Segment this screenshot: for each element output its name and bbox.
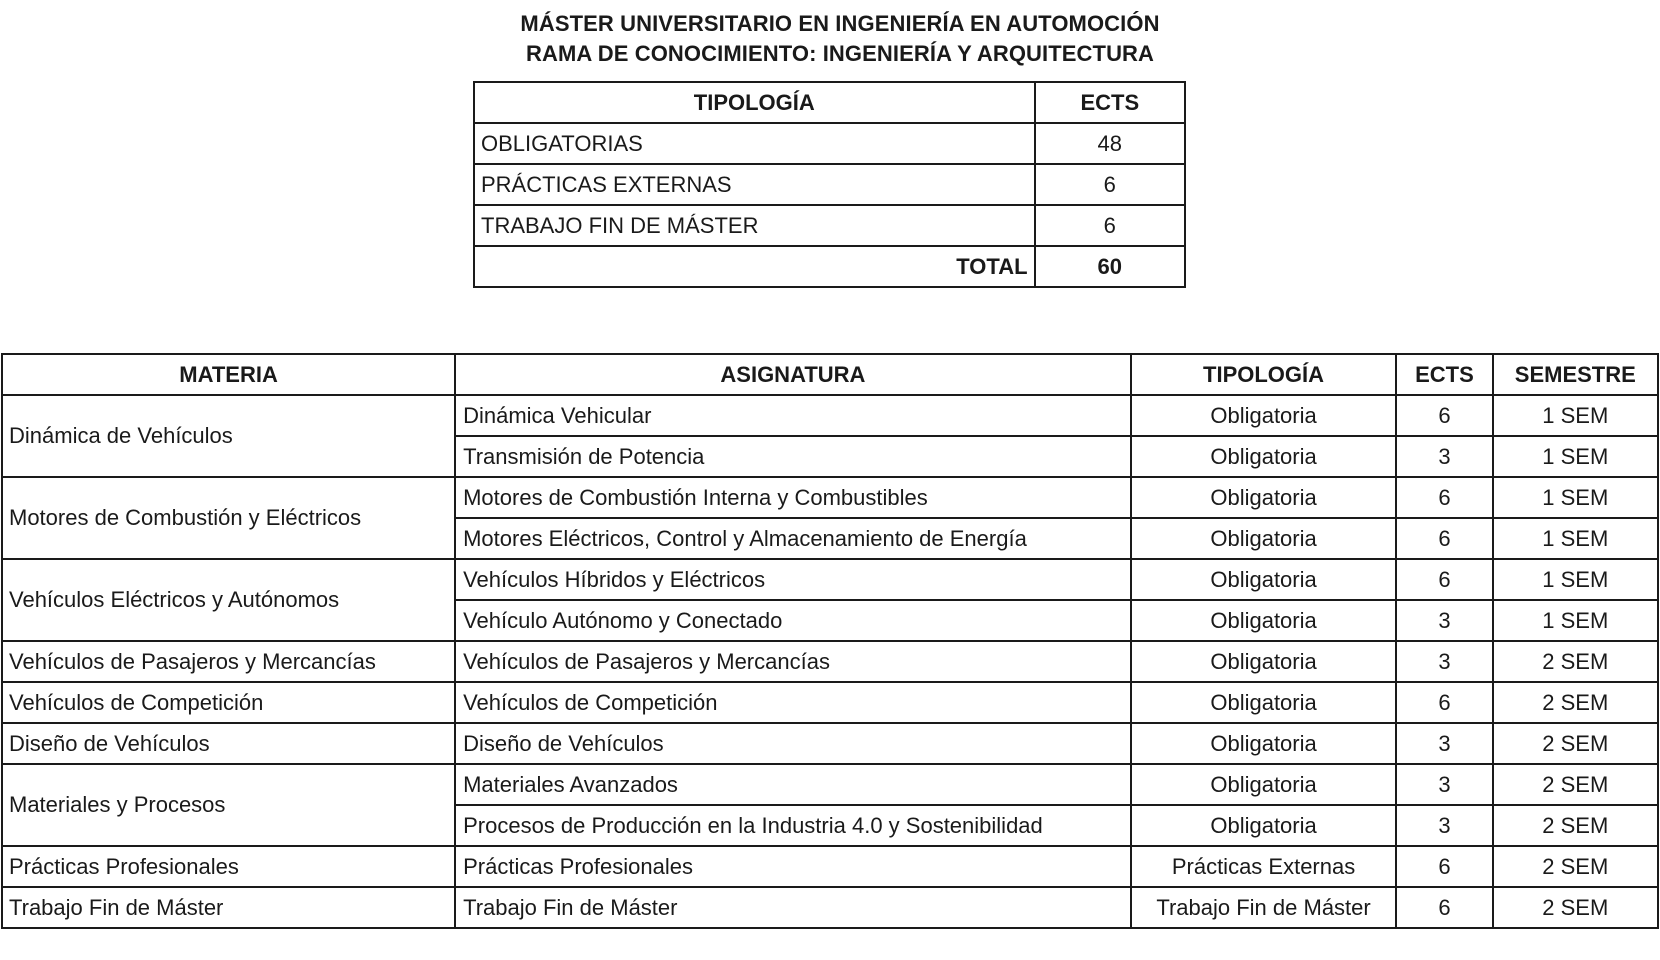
semestre-cell: 2 SEM <box>1493 764 1658 805</box>
materia-cell: Diseño de Vehículos <box>2 723 455 764</box>
asignatura-cell: Vehículos de Competición <box>455 682 1131 723</box>
header-materia: MATERIA <box>2 354 455 395</box>
table-row <box>2 764 1658 805</box>
asignatura-cell: Vehículo Autónomo y Conectado <box>455 600 1131 641</box>
semestre-cell: 2 SEM <box>1493 887 1658 928</box>
header-semestre: SEMESTRE <box>1493 354 1658 395</box>
materia-cell: Vehículos de Pasajeros y Mercancías <box>2 641 455 682</box>
summary-ects: 6 <box>1035 164 1185 205</box>
asignatura-cell: Vehículos de Pasajeros y Mercancías <box>455 641 1131 682</box>
materia-cell: Dinámica de Vehículos <box>2 395 455 477</box>
table-row <box>2 846 1658 887</box>
summary-total-label: TOTAL <box>474 246 1035 287</box>
semestre-cell: 1 SEM <box>1493 477 1658 518</box>
ects-cell: 6 <box>1396 395 1492 436</box>
summary-header-ects: ECTS <box>1035 82 1185 123</box>
materia-cell: Materiales y Procesos <box>2 764 455 846</box>
subjects-table <box>1 353 1659 929</box>
materia-cell: Vehículos de Competición <box>2 682 455 723</box>
tipologia-cell: Obligatoria <box>1131 477 1397 518</box>
summary-header-tipologia: TIPOLOGÍA <box>474 82 1035 123</box>
semestre-cell: 2 SEM <box>1493 723 1658 764</box>
asignatura-cell: Motores de Combustión Interna y Combustibles <box>455 477 1131 518</box>
ects-cell: 3 <box>1396 600 1492 641</box>
semestre-cell: 1 SEM <box>1493 395 1658 436</box>
ects-cell: 6 <box>1396 846 1492 887</box>
ects-cell: 3 <box>1396 436 1492 477</box>
ects-cell: 6 <box>1396 887 1492 928</box>
asignatura-cell: Vehículos Híbridos y Eléctricos <box>455 559 1131 600</box>
page-title: MÁSTER UNIVERSITARIO EN INGENIERÍA EN AUTOMOCIÓN <box>520 11 1160 36</box>
asignatura-cell: Transmisión de Potencia <box>455 436 1131 477</box>
asignatura-cell: Diseño de Vehículos <box>455 723 1131 764</box>
table-row <box>2 641 1658 682</box>
asignatura-cell: Procesos de Producción en la Industria 4.0 y Sostenibilidad <box>455 805 1131 846</box>
table-row <box>2 559 1658 600</box>
tipologia-cell: Trabajo Fin de Máster <box>1131 887 1397 928</box>
tipologia-cell: Obligatoria <box>1131 723 1397 764</box>
tipologia-cell: Obligatoria <box>1131 518 1397 559</box>
semestre-cell: 1 SEM <box>1493 600 1658 641</box>
summary-row <box>474 205 1185 246</box>
tipologia-cell: Obligatoria <box>1131 805 1397 846</box>
semestre-cell: 1 SEM <box>1493 559 1658 600</box>
summary-row <box>474 123 1185 164</box>
tipologia-cell: Obligatoria <box>1131 682 1397 723</box>
ects-cell: 6 <box>1396 559 1492 600</box>
semestre-cell: 2 SEM <box>1493 641 1658 682</box>
semestre-cell: 1 SEM <box>1493 518 1658 559</box>
ects-cell: 3 <box>1396 723 1492 764</box>
materia-cell: Trabajo Fin de Máster <box>2 887 455 928</box>
asignatura-cell: Trabajo Fin de Máster <box>455 887 1131 928</box>
ects-cell: 6 <box>1396 518 1492 559</box>
semestre-cell: 2 SEM <box>1493 805 1658 846</box>
summary-table <box>473 81 1186 288</box>
asignatura-cell: Prácticas Profesionales <box>455 846 1131 887</box>
summary-tipologia: OBLIGATORIAS <box>474 123 1035 164</box>
summary-body <box>474 123 1185 287</box>
tipologia-cell: Obligatoria <box>1131 600 1397 641</box>
table-row <box>2 477 1658 518</box>
summary-row <box>474 164 1185 205</box>
subjects-header-row <box>2 354 1658 395</box>
asignatura-cell: Materiales Avanzados <box>455 764 1131 805</box>
ects-cell: 3 <box>1396 764 1492 805</box>
summary-header-row <box>474 82 1185 123</box>
materia-cell: Vehículos Eléctricos y Autónomos <box>2 559 455 641</box>
summary-total-row <box>474 246 1185 287</box>
materia-cell: Motores de Combustión y Eléctricos <box>2 477 455 559</box>
table-row <box>2 682 1658 723</box>
tipologia-cell: Obligatoria <box>1131 395 1397 436</box>
header-asignatura: ASIGNATURA <box>455 354 1131 395</box>
asignatura-cell: Dinámica Vehicular <box>455 395 1131 436</box>
tipologia-cell: Obligatoria <box>1131 436 1397 477</box>
summary-tipologia: PRÁCTICAS EXTERNAS <box>474 164 1035 205</box>
page-subtitle: RAMA DE CONOCIMIENTO: INGENIERÍA Y ARQUITECTURA <box>525 41 1155 66</box>
tipologia-cell: Prácticas Externas <box>1131 846 1397 887</box>
summary-ects: 6 <box>1035 205 1185 246</box>
ects-cell: 6 <box>1396 477 1492 518</box>
ects-cell: 3 <box>1396 805 1492 846</box>
table-row <box>2 887 1658 928</box>
header-ects: ECTS <box>1396 354 1492 395</box>
ects-cell: 6 <box>1396 682 1492 723</box>
summary-total-ects: 60 <box>1035 246 1185 287</box>
semestre-cell: 1 SEM <box>1493 436 1658 477</box>
ects-cell: 3 <box>1396 641 1492 682</box>
table-row <box>2 723 1658 764</box>
header-tipologia: TIPOLOGÍA <box>1131 354 1397 395</box>
tipologia-cell: Obligatoria <box>1131 764 1397 805</box>
semestre-cell: 2 SEM <box>1493 682 1658 723</box>
summary-tipologia: TRABAJO FIN DE MÁSTER <box>474 205 1035 246</box>
subjects-body <box>2 395 1658 928</box>
summary-ects: 48 <box>1035 123 1185 164</box>
tipologia-cell: Obligatoria <box>1131 559 1397 600</box>
asignatura-cell: Motores Eléctricos, Control y Almacenamiento de Energía <box>455 518 1131 559</box>
semestre-cell: 2 SEM <box>1493 846 1658 887</box>
table-row <box>2 395 1658 436</box>
tipologia-cell: Obligatoria <box>1131 641 1397 682</box>
materia-cell: Prácticas Profesionales <box>2 846 455 887</box>
